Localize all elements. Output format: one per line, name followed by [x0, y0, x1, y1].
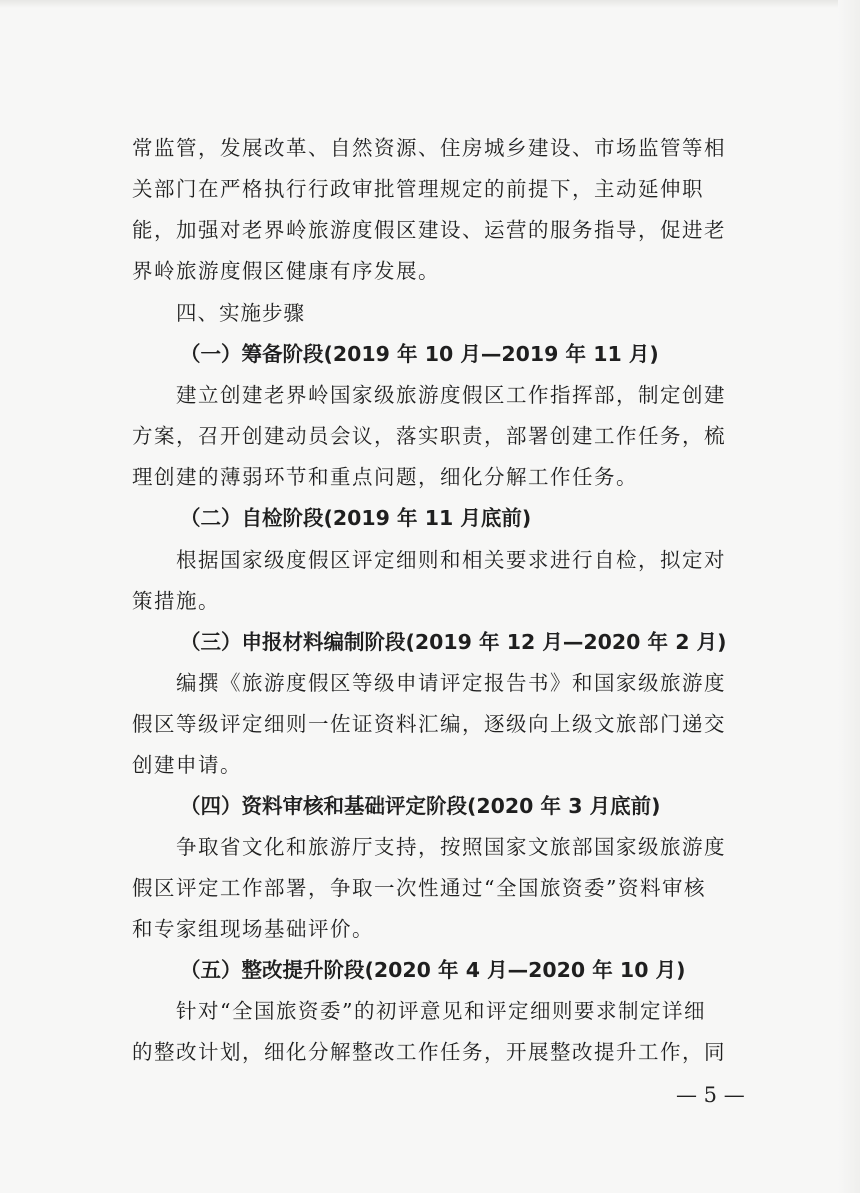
- paragraph-line: 根据国家级度假区评定细则和相关要求进行自检，拟定对: [176, 548, 726, 572]
- stage-heading: （五）整改提升阶段(2020 年 4 月—2020 年 10 月): [180, 958, 686, 982]
- paragraph-line: 常监管，发展改革、自然资源、住房城乡建设、市场监管等相: [132, 136, 726, 160]
- paragraph-line: 和专家组现场基础评价。: [132, 917, 374, 941]
- paragraph-line: 的整改计划，细化分解整改工作任务，开展整改提升工作，同: [132, 1040, 726, 1064]
- paper-shadow-right: [838, 0, 860, 1193]
- stage-heading: （二）自检阶段(2019 年 11 月底前): [180, 506, 532, 530]
- paragraph-line: 方案，召开创建动员会议，落实职责，部署创建工作任务，梳: [132, 424, 726, 448]
- page-number: — 5 —: [676, 1083, 745, 1107]
- stage-heading: （一）筹备阶段(2019 年 10 月—2019 年 11 月): [180, 342, 659, 366]
- stage-heading: （三）申报材料编制阶段(2019 年 12 月—2020 年 2 月): [180, 630, 727, 654]
- paragraph-line: 关部门在严格执行行政审批管理规定的前提下，主动延伸职: [132, 177, 704, 201]
- paragraph-line: 争取省文化和旅游厅支持，按照国家文旅部国家级旅游度: [176, 835, 726, 859]
- paragraph-line: 能，加强对老界岭旅游度假区建设、运营的服务指导，促进老: [132, 218, 726, 242]
- paragraph-line: 假区评定工作部署，争取一次性通过“全国旅资委”资料审核: [132, 876, 706, 900]
- paragraph-line: 建立创建老界岭国家级旅游度假区工作指挥部，制定创建: [176, 383, 726, 407]
- paragraph-line: 策措施。: [132, 589, 220, 613]
- paragraph-line: 假区等级评定细则一佐证资料汇编，逐级向上级文旅部门递交: [132, 712, 726, 736]
- paragraph-line: 界岭旅游度假区健康有序发展。: [132, 259, 440, 283]
- stage-heading: （四）资料审核和基础评定阶段(2020 年 3 月底前): [180, 794, 661, 818]
- paragraph-line: 创建申请。: [132, 753, 242, 777]
- paragraph-line: 针对“全国旅资委”的初评意见和评定细则要求制定详细: [176, 999, 706, 1023]
- paragraph-line: 理创建的薄弱环节和重点问题，细化分解工作任务。: [132, 465, 638, 489]
- paper-shadow-top: [0, 0, 860, 8]
- section-heading: 四、实施步骤: [176, 301, 305, 325]
- paragraph-line: 编撰《旅游度假区等级申请评定报告书》和国家级旅游度: [176, 671, 726, 695]
